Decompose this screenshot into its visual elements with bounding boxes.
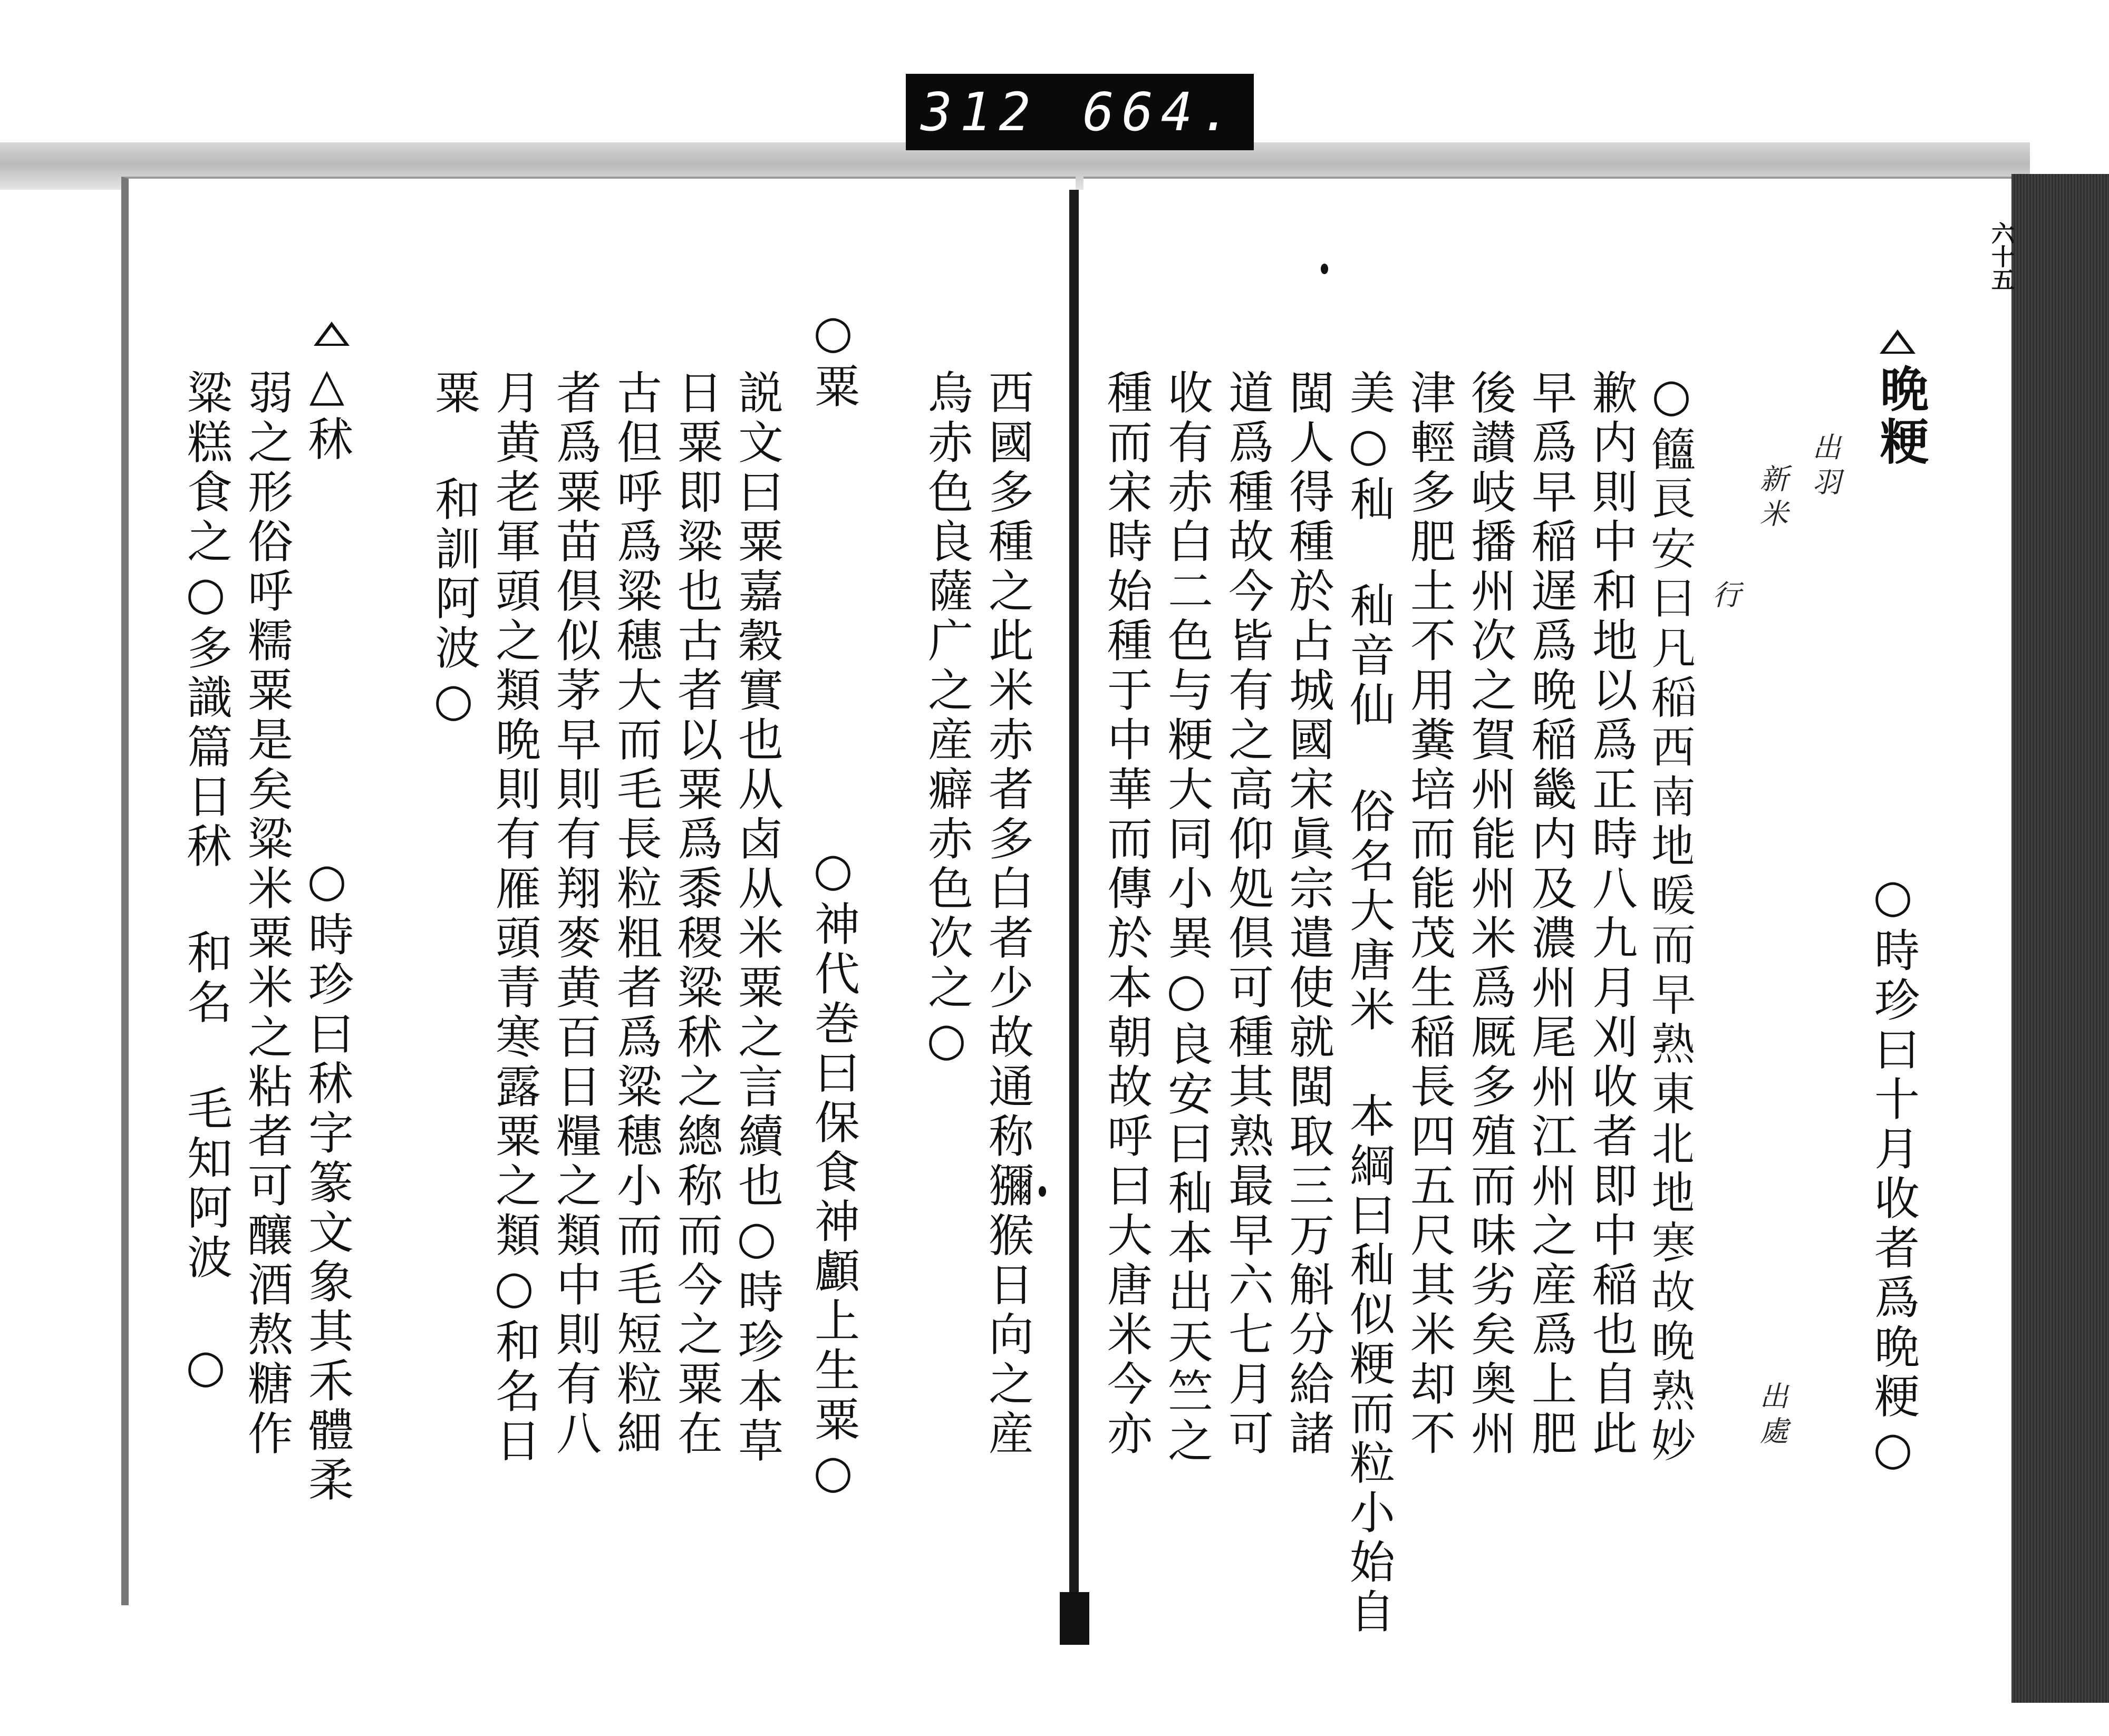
text-column: 粱糕食之○多識篇日秫 和名 毛知阿波 ○ [179, 369, 232, 1397]
text-column: 種而宋時始種于中華而傳於本朝故呼曰大唐米今亦 [1099, 369, 1152, 1459]
film-top-strip [0, 0, 2109, 11]
page-edges [2011, 174, 2109, 1703]
text-column: ○𩟤良安曰凡稲西南地暖而早熟東北地寒故晩熟妙 [1645, 369, 1698, 1467]
ink-dot [1321, 264, 1328, 274]
page-number: 六十五 [1987, 221, 2014, 291]
triangle-marker-icon [1880, 329, 1915, 354]
text-column: 粟 和訓阿波○ [427, 369, 480, 731]
margin-note: 新米 [1755, 464, 1788, 534]
text-column: 西國多種之此米赤者多白者少故通称獼猴日向之産 [981, 369, 1033, 1459]
text-column: 美○秈 秈音仙 俗名大唐米 本綱曰秈似粳而粒小始自 [1342, 369, 1395, 1637]
text-column: 歉内則中和地以爲正時八九月刈收者即中稲也自此 [1584, 369, 1637, 1459]
triangle-marker-icon [314, 322, 350, 346]
margin-note: 出處 [1755, 1381, 1788, 1451]
text-column: 閩人得種於占城國宋眞宗遣使就閩取三万斛分給諸 [1281, 369, 1334, 1459]
text-column: ○時珍曰十月收者爲晩粳○ [1866, 870, 1919, 1479]
book-spine [1069, 190, 1079, 1640]
text-column: 日粟即粱也古者以粟爲黍稷粱秫之總称而今之粟在 [670, 369, 722, 1459]
text-column: 道爲種故今皆有之高仰処倶可種其熟最早六七月可 [1221, 369, 1273, 1459]
margin-note: 出羽 [1808, 432, 1841, 502]
text-column: 月黄老軍頭之類晩則有雁頭青寒露粟之類○和名日 [488, 369, 540, 1467]
text-column: ○時珍曰秫字篆文象其禾體柔 [301, 854, 353, 1506]
section-heading-late-rice: 晩粳 [1872, 364, 1929, 469]
text-column: 弱之形俗呼糯粟是矣粱米粟米之粘者可釀酒熬糖作 [240, 369, 293, 1459]
text-column: △秫 [301, 358, 353, 465]
ink-dot [1039, 1186, 1046, 1197]
text-column: 者爲粟苗倶似茅早則有翔麥黄百日糧之類中則有八 [548, 369, 601, 1459]
film-reel-number: 312 [921, 81, 1038, 143]
text-column: 收有赤白二色与粳大同小異○良安曰秈本出天竺之 [1160, 369, 1213, 1467]
text-column: ○神代巻曰保食神顱上生粟○ [807, 843, 859, 1502]
text-column: 烏赤色良薩广之産癖赤色次之○ [920, 369, 973, 1070]
film-frame-number: 664. [1082, 81, 1239, 143]
text-column: 早爲早稲遅爲晩稲畿内及濃州尾州江州之産爲上肥 [1524, 369, 1576, 1459]
text-column: 後讃岐播州次之賀州能州米爲厩多殖而味劣矣奥州 [1463, 369, 1516, 1459]
text-column: ○粟 [807, 306, 859, 412]
film-frame-label [906, 74, 1254, 150]
text-column: 説文曰粟嘉穀實也从卤从米粟之言續也○時珍本草 [730, 369, 783, 1467]
margin-note: 行 [1708, 580, 1741, 615]
text-column: 古但呼爲粱穗大而毛長粒粗者爲粱穗小而毛短粒細 [609, 369, 662, 1459]
spine-clip [1060, 1592, 1089, 1645]
text-column: 津輕多肥土不用糞培而能茂生稲長四五尺其米却不 [1402, 369, 1455, 1459]
